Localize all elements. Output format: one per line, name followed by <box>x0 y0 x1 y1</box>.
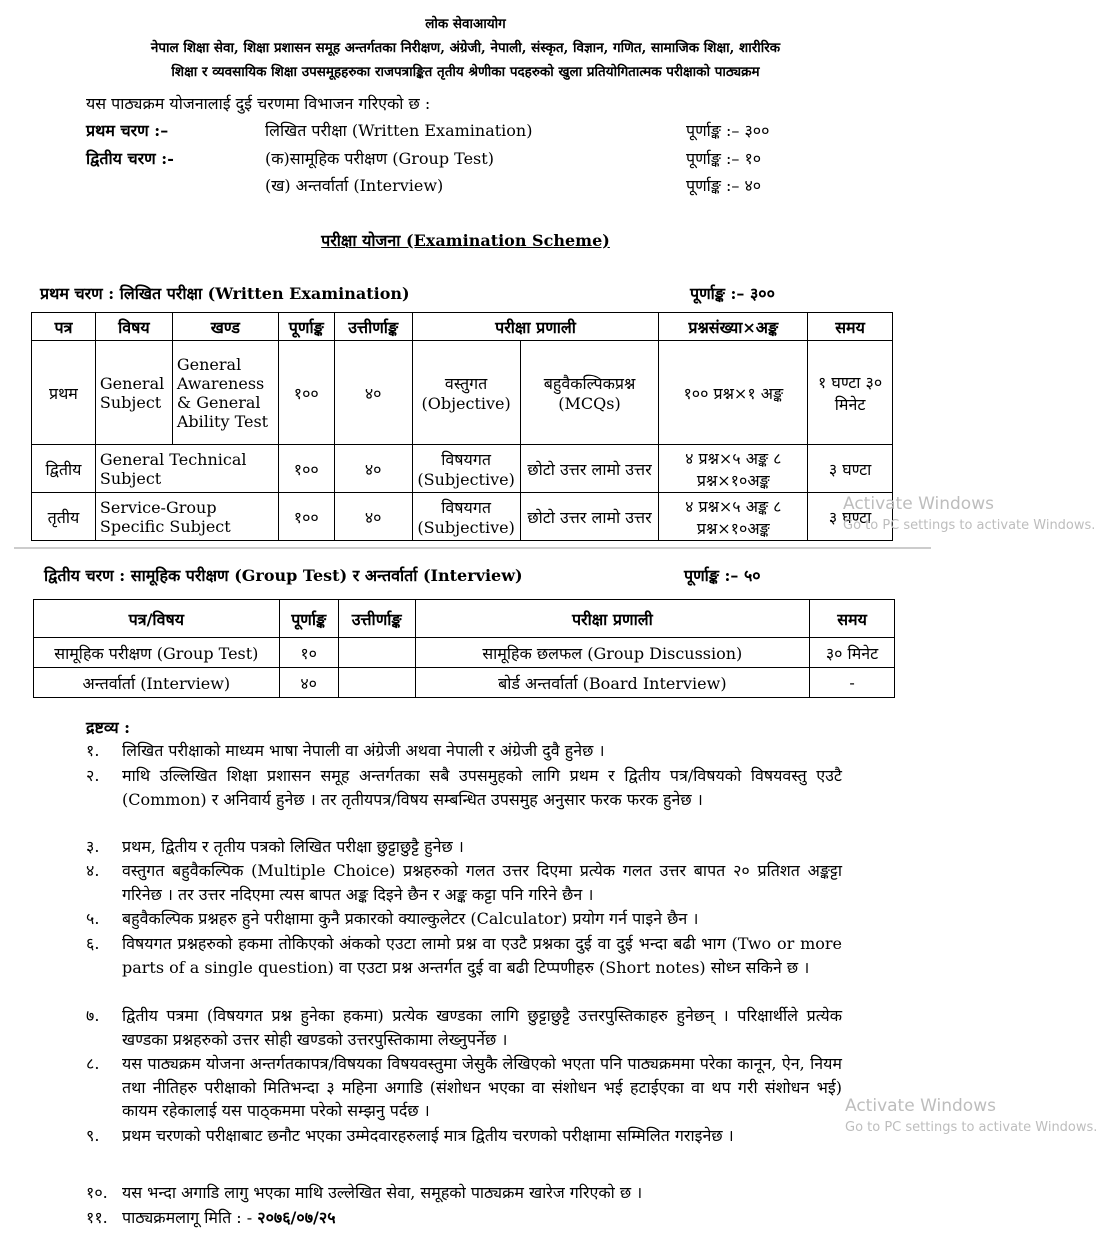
activate-watermark-title: Activate Windows <box>843 494 994 514</box>
subject-cell: General Technical Subject <box>95 445 278 493</box>
time-cell: १ घण्टा ३० मिनेट <box>808 341 893 445</box>
written-exam-table <box>31 312 893 541</box>
intro-text: यस पाठ्यक्रम योजनालाई दुई चरणमा विभाजन गरिएको छ : <box>86 94 431 113</box>
note-item <box>86 739 846 763</box>
note-number: ९. <box>86 1126 100 1145</box>
phase-label: द्वितीय चरण :- <box>86 149 174 168</box>
second-phase-marks: पूर्णाङ्क :– ५० <box>684 566 761 585</box>
note-item <box>86 1004 846 1052</box>
phase-marks: पूर्णाङ्क :– १० <box>686 149 762 168</box>
col-header: समय <box>810 600 895 638</box>
col-header: पत्र <box>32 313 96 341</box>
scheme-title: परीक्षा योजना (Examination Scheme) <box>321 231 610 250</box>
exam-system-cell: विषयगत (Subjective) <box>412 493 520 541</box>
question-marks-cell: ४ प्रश्न×५ अङ्क ८ प्रश्न×१०अङ्क <box>659 493 808 541</box>
note-text: विषयगत प्रश्नहरुको हकमा तोकिएको अंकको एउटा लामो प्रश्न वा एउटै प्रश्नका दुई वा दुई भन्दा बढी भाग (Two or more parts of a single question) वा एउटा प्रश्न अन्तर्गत दुई वा बढी टिप्पणीहरु (Short notes) सोध्न सकिने छ । <box>122 934 842 977</box>
note-number: ५. <box>86 909 100 928</box>
question-marks-cell: १०० प्रश्न×१ अङ्क <box>659 341 808 445</box>
time-cell: ३ घण्टा <box>808 445 893 493</box>
col-header: पत्र/विषय <box>34 600 280 638</box>
note-number: ११. <box>86 1208 108 1227</box>
paper-cell: प्रथम <box>32 341 96 445</box>
pass-marks-cell <box>338 668 415 698</box>
col-header: विषय <box>95 313 172 341</box>
note-text: लिखित परीक्षाको माध्यम भाषा नेपाली वा अंग्रेजी अथवा नेपाली र अंग्रेजी दुवै हुनेछ । <box>122 741 605 760</box>
note-item <box>86 907 846 931</box>
note-number: ३. <box>86 837 100 856</box>
note-text: द्वितीय पत्रमा (विषयगत प्रश्न हुनेका हकमा) प्रत्येक खण्डका लागि छुट्टाछुट्टै उत्तरपुस्तिकाहरु हुनेछन् । परिक्षार्थीले प्रत्येक खण्डका प्रश्नहरुको उत्तर सोही खण्डको उत्तरपुस्तिकामा लेख्नुपर्नेछ । <box>122 1006 842 1049</box>
note-number: ६. <box>86 934 100 953</box>
table-header-row <box>34 600 895 638</box>
phase-desc: लिखित परीक्षा (Written Examination) <box>265 121 533 140</box>
note-text: वस्तुगत बहुवैकल्पिक (Multiple Choice) प्रश्नहरुको गलत उत्तर दिएमा प्रत्येक गलत उत्तर बापत २० प्रतिशत अङ्कट्टा गरिनेछ । तर उत्तर नदिएमा त्यस बापत अङ्क दिइने छैन र अङ्क कट्टा पनि गरिने छैन । <box>122 861 842 904</box>
note-text: माथि उल्लिखित शिक्षा प्रशासन समूह अन्तर्गतका सबै उपसमुहको लागि प्रथम र द्वितीय पत्र/विषयको विषयवस्तु एउटै (Common) र अनिवार्य हुनेछ । तर तृतीयपत्र/विषय सम्बन्धित उपसमुह अनुसार फरक फरक हुनेछ । <box>122 766 842 809</box>
col-header: पूर्णाङ्क <box>279 600 338 638</box>
phase-desc: (ख) अन्तर्वार्ता (Interview) <box>265 176 444 195</box>
note-number: ८. <box>86 1054 100 1073</box>
full-marks-cell: १०० <box>278 493 334 541</box>
time-cell: ३ घण्टा <box>808 493 893 541</box>
table-header-row <box>32 313 893 341</box>
exam-system-cell: बोर्ड अन्तर्वार्ता (Board Interview) <box>415 668 809 698</box>
note-text: बहुवैकल्पिक प्रश्नहरु हुने परीक्षामा कुनै प्रकारको क्याल्कुलेटर (Calculator) प्रयोग गर्न पाइने छैन । <box>122 909 699 928</box>
activate-watermark-subtitle: Go to PC settings to activate Windows. <box>845 1120 1097 1135</box>
pass-marks-cell: ४० <box>334 445 412 493</box>
col-header: समय <box>808 313 893 341</box>
effective-date: २०७६/०७/२५ <box>257 1208 336 1227</box>
first-phase-title: प्रथम चरण : लिखित परीक्षा (Written Examination) <box>40 284 410 303</box>
col-header: प्रश्नसंख्या×अङ्क <box>659 313 808 341</box>
table-row <box>32 493 893 541</box>
notes-title: द्रष्टव्य : <box>86 718 131 737</box>
full-marks-cell: १०० <box>278 445 334 493</box>
question-type-cell: छोटो उत्तर लामो उत्तर <box>520 493 659 541</box>
time-cell: ३० मिनेट <box>810 638 895 668</box>
question-type-cell: बहुवैकल्पिकप्रश्न (MCQs) <box>520 341 659 445</box>
activate-watermark-subtitle: Go to PC settings to activate Windows. <box>843 518 1096 533</box>
note-item <box>86 764 846 836</box>
note-item <box>86 859 846 907</box>
pass-marks-cell <box>338 638 415 668</box>
exam-system-cell: वस्तुगत (Objective) <box>412 341 520 445</box>
full-marks-cell: १०० <box>278 341 334 445</box>
col-header: उत्तीर्णाङ्क <box>338 600 415 638</box>
table-row <box>32 341 893 445</box>
phase-marks: पूर्णाङ्क :– ४० <box>686 176 762 195</box>
group-test-table <box>33 599 895 698</box>
phase-marks: पूर्णाङ्क :– ३०० <box>686 121 770 140</box>
col-header: परीक्षा प्रणाली <box>412 313 659 341</box>
pass-marks-cell: ४० <box>334 493 412 541</box>
col-header: उत्तीर्णाङ्क <box>334 313 412 341</box>
phase-label: प्रथम चरण :– <box>86 121 169 140</box>
note-item <box>86 1206 846 1230</box>
note-text: यस भन्दा अगाडि लागु भएका माथि उल्लेखित सेवा, समूहको पाठ्यक्रम खारेज गरिएको छ । <box>122 1183 643 1202</box>
paper-cell: द्वितीय <box>32 445 96 493</box>
note-number: १. <box>86 741 100 760</box>
note-text: पाठ्यक्रमलागू मिति : - <box>122 1208 253 1227</box>
section-cell: General Awareness & General Ability Test <box>172 341 278 445</box>
phase-desc: (क)सामूहिक परीक्षण (Group Test) <box>265 149 494 168</box>
note-text: प्रथम चरणको परीक्षाबाट छनौट भएका उम्मेदवारहरुलाई मात्र द्वितीय चरणको परीक्षामा सम्मिलित गराइनेछ । <box>122 1126 734 1145</box>
note-number: ४. <box>86 861 100 880</box>
note-text-wrap <box>122 1206 842 1230</box>
syllabus-title-line1: नेपाल शिक्षा सेवा, शिक्षा प्रशासन समूह अन्तर्गतका निरीक्षण, अंग्रेजी, नेपाली, संस्कृत, विज्ञान, गणित, सामाजिक शिक्षा, शारीरिक <box>150 40 781 56</box>
col-header: परीक्षा प्रणाली <box>415 600 809 638</box>
question-type-cell: छोटो उत्तर लामो उत्तर <box>520 445 659 493</box>
subject-cell: General Subject <box>95 341 172 445</box>
note-item <box>86 932 846 1004</box>
note-text: यस पाठ्यक्रम योजना अन्तर्गतकापत्र/विषयका विषयवस्तुमा जेसुकै लेखिएको भएता पनि पाठ्यक्रममा परेका कानून, ऐन, नियम तथा नीतिहरु परीक्षाको मितिभन्दा ३ महिना अगाडि (संशोधन भएका वा संशोधन भई हटाईएका वा थप गरी संशोधन भई) कायम रहेकालाई यस पाठ्कममा परेको सम्झनु पर्दछ । <box>122 1054 842 1120</box>
table-row <box>34 668 895 698</box>
exam-system-cell: विषयगत (Subjective) <box>412 445 520 493</box>
first-phase-marks: पूर्णाङ्क :– ३०० <box>690 284 775 303</box>
org-title: लोक सेवाआयोग <box>425 16 506 32</box>
separator-line <box>14 547 931 549</box>
col-header: खण्ड <box>172 313 278 341</box>
subject-cell: सामूहिक परीक्षण (Group Test) <box>34 638 280 668</box>
syllabus-title-line2: शिक्षा र व्यवसायिक शिक्षा उपसमूहहरुका राजपत्राङ्कित तृतीय श्रेणीका पदहरुको खुला प्रतियोगितात्मक परीक्षाको पाठ्यक्रम <box>171 64 760 80</box>
activate-watermark-title: Activate Windows <box>845 1096 996 1116</box>
subject-cell: अन्तर्वार्ता (Interview) <box>34 668 280 698</box>
full-marks-cell: ४० <box>279 668 338 698</box>
note-text: प्रथम, द्वितीय र तृतीय पत्रको लिखित परीक्षा छुट्टाछुट्टै हुनेछ । <box>122 837 464 856</box>
pass-marks-cell: ४० <box>334 341 412 445</box>
paper-cell: तृतीय <box>32 493 96 541</box>
exam-system-cell: सामूहिक छलफल (Group Discussion) <box>415 638 809 668</box>
note-item <box>86 1052 846 1124</box>
note-item <box>86 1124 846 1172</box>
question-marks-cell: ४ प्रश्न×५ अङ्क ८ प्रश्न×१०अङ्क <box>659 445 808 493</box>
second-phase-title: द्वितीय चरण : सामूहिक परीक्षण (Group Test) र अन्तर्वार्ता (Interview) <box>44 566 523 585</box>
note-number: २. <box>86 766 100 785</box>
note-number: ७. <box>86 1006 100 1025</box>
table-row <box>32 445 893 493</box>
time-cell: - <box>810 668 895 698</box>
subject-cell: Service-Group Specific Subject <box>95 493 278 541</box>
col-header: पूर्णाङ्क <box>278 313 334 341</box>
note-item <box>86 1181 846 1205</box>
table-row <box>34 638 895 668</box>
note-number: १०. <box>86 1183 108 1202</box>
note-item <box>86 835 846 859</box>
full-marks-cell: १० <box>279 638 338 668</box>
